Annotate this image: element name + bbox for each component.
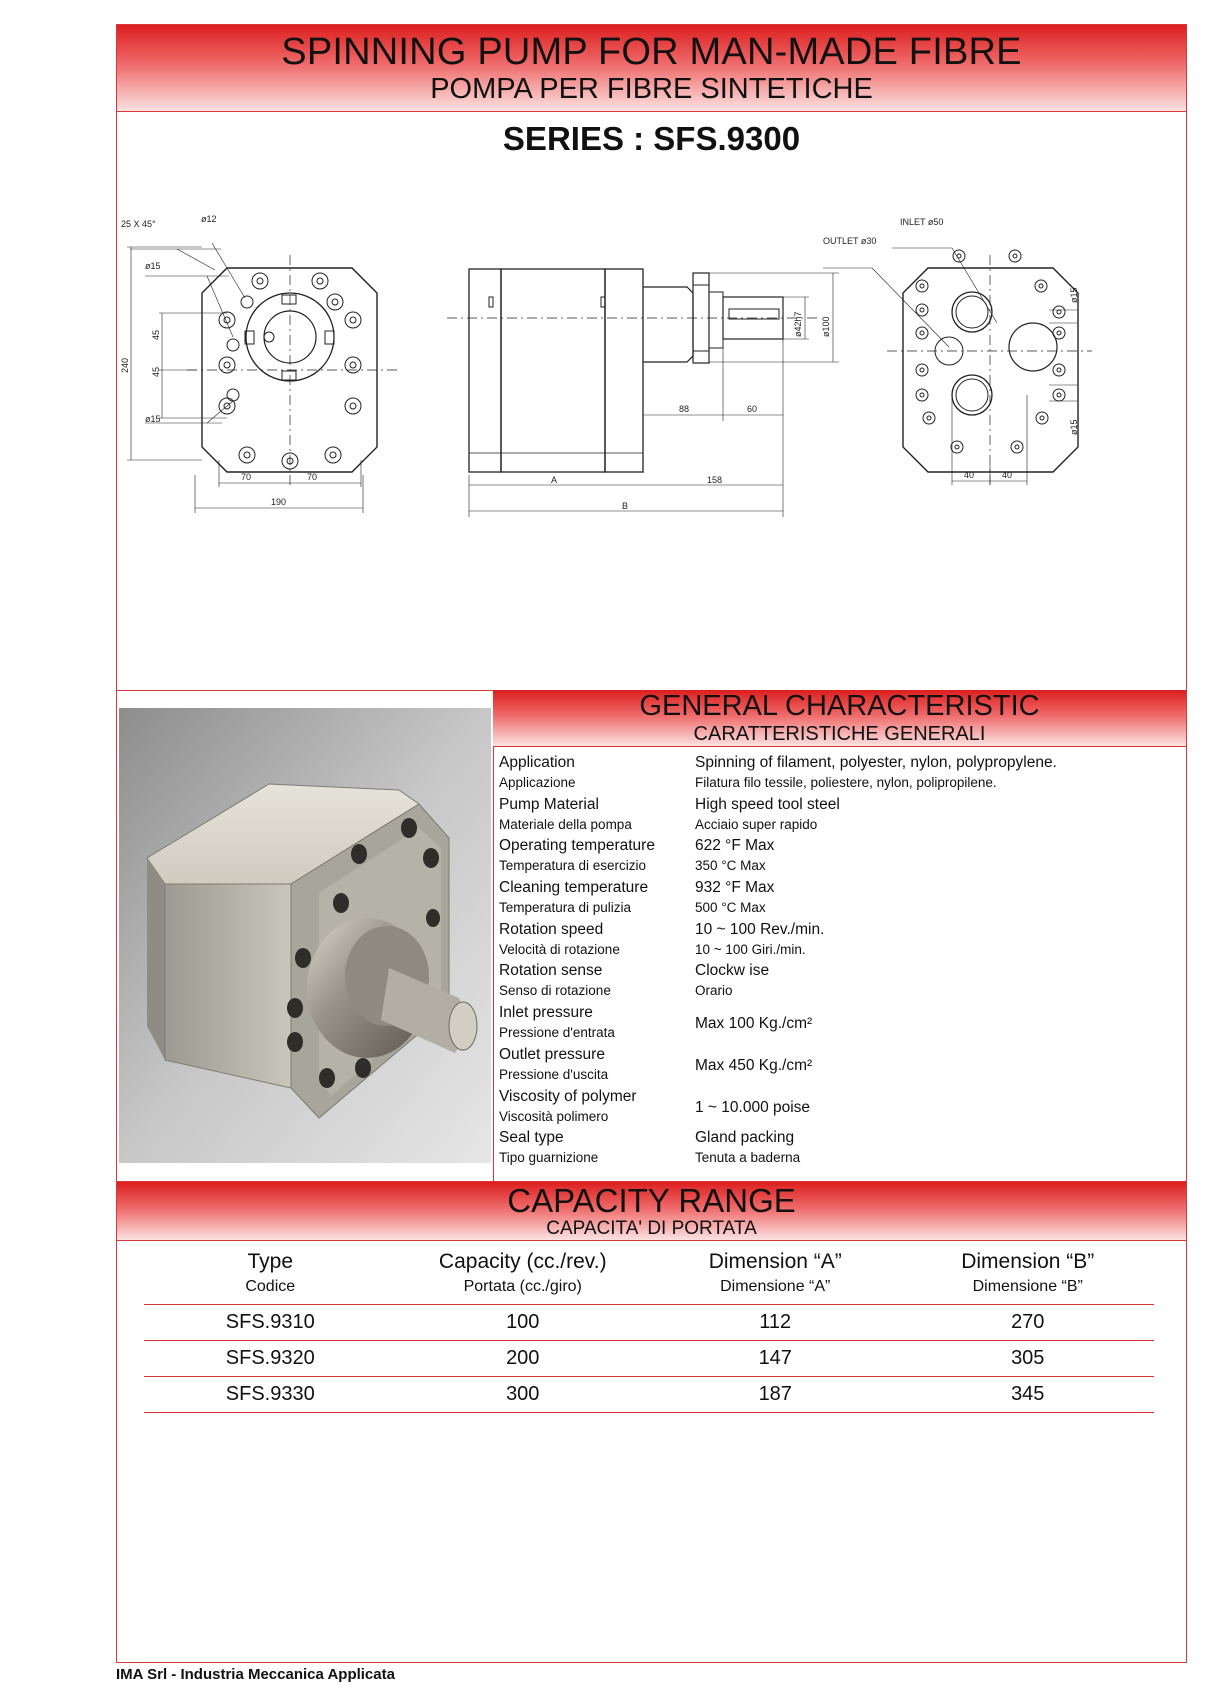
- column-header: Dimension “B”: [961, 1250, 1095, 1273]
- dim-45a: 45: [151, 329, 161, 340]
- spec-value: 1 ~ 10.000 poise: [695, 1098, 811, 1116]
- dim-B: B: [622, 501, 629, 511]
- spec-label-it: Tipo guarnizione: [499, 1150, 599, 1166]
- page-subtitle: POMPA PER FIBRE SINTETICHE: [430, 73, 873, 105]
- dim-d15-top: ø15: [145, 261, 161, 271]
- table-cell: 100: [506, 1311, 540, 1333]
- dim-70b: 70: [307, 472, 318, 482]
- spec-value: Max 450 Kg./cm²: [695, 1056, 813, 1074]
- table-header-it: [144, 1278, 1154, 1304]
- spec-row: [499, 1086, 1179, 1128]
- column-header: Type: [247, 1250, 294, 1273]
- dim-d12: ø12: [201, 214, 217, 224]
- column-header-it: Portata (cc./giro): [463, 1278, 582, 1295]
- general-band: [493, 690, 1186, 747]
- spec-row: [499, 794, 1179, 836]
- capacity-title: CAPACITY RANGE: [507, 1182, 796, 1219]
- dim-70a: 70: [241, 472, 252, 482]
- table-cell: SFS.9320: [225, 1347, 315, 1369]
- spec-label: Application: [499, 754, 575, 771]
- dim-40b: 40: [1002, 470, 1013, 480]
- column-header: Capacity (cc./rev.): [438, 1250, 607, 1273]
- company-footer: IMA Srl - Industria Meccanica Applicata: [116, 1666, 395, 1683]
- table-row: [144, 1340, 1154, 1376]
- spec-label-it: Velocità di rotazione: [499, 941, 620, 957]
- spec-value: 932 °F Max: [695, 879, 775, 897]
- spec-label: Rotation speed: [499, 920, 604, 938]
- column-header-it: Dimensione “A”: [720, 1278, 831, 1295]
- table-cell: 270: [1011, 1311, 1045, 1333]
- spec-value-it: Filatura filo tessile, poliestere, nylon, polipropilene.: [695, 775, 997, 790]
- outlet-label: OUTLET ø30: [823, 236, 877, 246]
- inlet-label: INLET ø50: [900, 217, 944, 227]
- spec-value: 622 °F Max: [695, 837, 775, 855]
- dim-d15-right-bottom: ø15: [1069, 419, 1079, 435]
- table-header-en: [144, 1250, 1154, 1278]
- spec-row: [499, 1044, 1179, 1086]
- spec-row: [499, 1002, 1179, 1044]
- general-subtitle: CARATTERISTICHE GENERALI: [693, 723, 986, 745]
- pump-photo: [119, 708, 491, 1163]
- spec-value: Max 100 Kg./cm²: [695, 1015, 813, 1033]
- table-cell: 300: [506, 1383, 540, 1405]
- spec-value-it: 350 °C Max: [695, 858, 766, 874]
- spec-value-it: Tenuta a baderna: [695, 1150, 801, 1166]
- table-row: [144, 1376, 1154, 1413]
- spec-label-it: Pressione d'entrata: [499, 1025, 615, 1041]
- spec-value-it: Acciaio super rapido: [695, 816, 818, 832]
- table-cell: 187: [758, 1383, 792, 1405]
- spec-label: Pump Material: [499, 795, 599, 813]
- table-cell: 147: [758, 1347, 792, 1369]
- spec-value-it: 500 °C Max: [695, 900, 766, 916]
- spec-label-it: Temperatura di pulizia: [499, 900, 632, 916]
- spec-row: [499, 1127, 1179, 1169]
- dim-d42: ø42h7: [793, 311, 803, 337]
- table-cell: 200: [506, 1347, 540, 1369]
- spec-row: [499, 960, 1179, 1002]
- dim-190: 190: [271, 497, 287, 507]
- capacity-table: [144, 1250, 1154, 1413]
- table-cell: SFS.9310: [225, 1311, 315, 1333]
- dim-158: 158: [707, 475, 723, 485]
- dim-chamfer: 25 X 45°: [121, 219, 156, 229]
- spec-label: Inlet pressure: [499, 1004, 593, 1022]
- spec-value: 10 ~ 100 Rev./min.: [695, 920, 825, 938]
- series-title: SERIES : SFS.9300: [502, 120, 801, 157]
- table-cell: 305: [1011, 1347, 1045, 1369]
- table-cell: 112: [759, 1311, 792, 1333]
- spec-label-it: Pressione d'uscita: [499, 1066, 609, 1082]
- spec-label-it: Senso di rotazione: [499, 983, 611, 999]
- spec-value: Gland packing: [695, 1129, 795, 1147]
- spec-label: Cleaning temperature: [499, 879, 649, 897]
- side-view: [447, 269, 839, 517]
- spec-value: Clockw ise: [695, 962, 770, 980]
- table-cell: 345: [1011, 1383, 1045, 1405]
- dim-d15-right-top: ø15: [1069, 287, 1079, 303]
- dim-88: 88: [679, 404, 690, 414]
- dim-60: 60: [747, 404, 758, 414]
- table-cell: SFS.9330: [225, 1383, 315, 1405]
- spec-label-it: Materiale della pompa: [499, 816, 632, 832]
- dim-d100: ø100: [821, 316, 831, 337]
- column-header-it: Dimensione “B”: [972, 1278, 1083, 1295]
- spec-label-it: Applicazione: [499, 775, 576, 790]
- column-divider: [493, 690, 494, 1181]
- spec-value-it: 10 ~ 100 Giri./min.: [695, 941, 806, 957]
- spec-label: Rotation sense: [499, 962, 603, 980]
- spec-label-it: Temperatura di esercizio: [499, 858, 647, 874]
- general-title: GENERAL CHARACTERISTIC: [639, 690, 1040, 722]
- spec-row: [499, 835, 1179, 877]
- spec-value: Spinning of filament, polyester, nylon, polypropylene.: [695, 754, 1057, 771]
- spec-list: [499, 752, 1179, 1169]
- dim-240: 240: [120, 357, 130, 373]
- rear-view: [823, 217, 1092, 485]
- page-title: SPINNING PUMP FOR MAN-MADE FIBRE: [281, 31, 1022, 73]
- spec-label: Operating temperature: [499, 837, 655, 855]
- spec-label: Outlet pressure: [499, 1045, 605, 1063]
- spec-value-it: Orario: [695, 983, 733, 999]
- dim-40a: 40: [964, 470, 975, 480]
- header-band: [117, 25, 1186, 112]
- spec-row: [499, 877, 1179, 919]
- column-header: Dimension “A”: [708, 1250, 842, 1273]
- spec-label: Seal type: [499, 1129, 564, 1147]
- spec-row: [499, 752, 1179, 794]
- dim-A: A: [551, 475, 558, 485]
- capacity-subtitle: CAPACITA' DI PORTATA: [546, 1218, 757, 1239]
- spec-row: [499, 919, 1179, 961]
- capacity-band: [117, 1181, 1186, 1241]
- table-row: [144, 1304, 1154, 1340]
- spec-label-it: Viscosità polimero: [499, 1108, 609, 1124]
- front-view: [120, 214, 397, 513]
- column-header-it: Codice: [245, 1278, 296, 1295]
- spec-label: Viscosity of polymer: [499, 1087, 637, 1105]
- dim-45b: 45: [151, 366, 161, 377]
- dim-d15-bottom: ø15: [145, 414, 161, 424]
- spec-value: High speed tool steel: [695, 795, 840, 813]
- technical-drawing: [117, 214, 1186, 570]
